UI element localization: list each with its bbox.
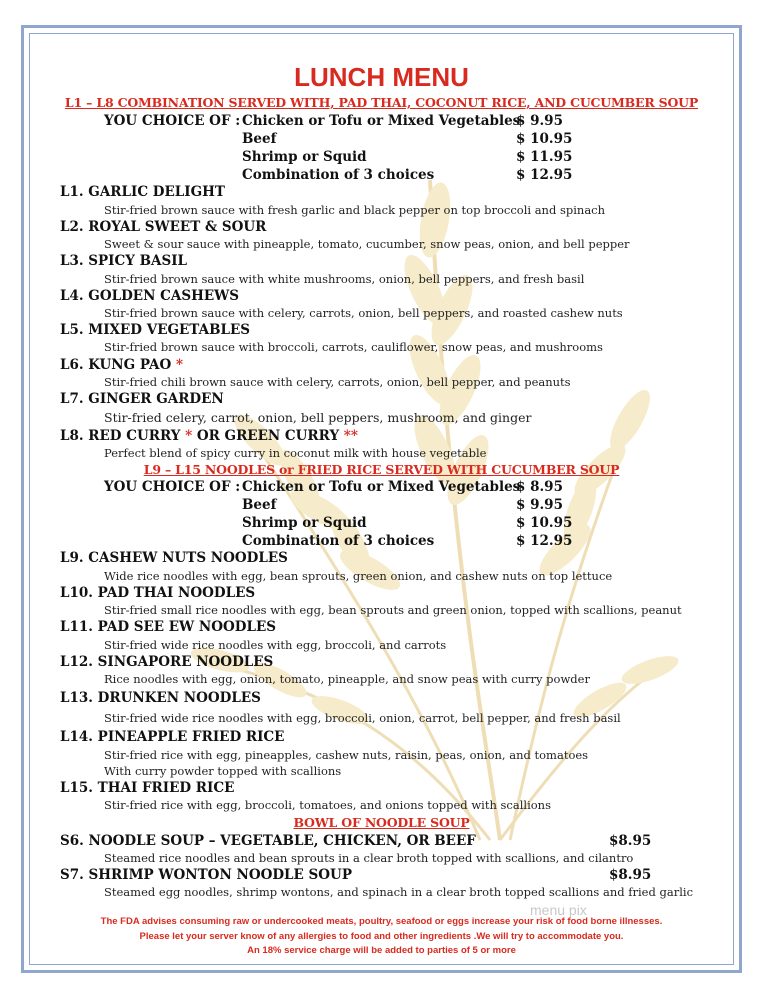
choice-name: Chicken or Tofu or Mixed Vegetables xyxy=(242,113,521,129)
menu-item-name: L9. CASHEW NUTS NOODLES xyxy=(60,550,288,566)
menu-item-name: L14. PINEAPPLE FRIED RICE xyxy=(60,729,285,745)
item-name-text: L6. KUNG PAO xyxy=(60,357,172,373)
menu-item-desc: Steamed rice noodles and bean sprouts in a clear broth topped with scallions, and cilantro xyxy=(104,851,634,865)
item-name-text-2: OR GREEN CURRY xyxy=(196,428,340,444)
menu-item-desc: Rice noodles with egg, onion, tomato, pineapple, and snow peas with curry powder xyxy=(104,672,590,686)
choice-price: $ 10.95 xyxy=(516,131,573,147)
menu-item-desc: Stir-fried wide rice noodles with egg, broccoli, onion, carrot, bell pepper, and fresh basil xyxy=(104,711,621,725)
menu-item-desc: Steamed egg noodles, shrimp wontons, and spinach in a clear broth topped scallions and fried garlic xyxy=(104,885,694,899)
service-charge-notice: An 18% service charge will be added to parties of 5 or more xyxy=(247,945,516,956)
choice-price: $ 12.95 xyxy=(516,167,573,183)
menu-item-desc: Stir-fried brown sauce with fresh garlic and black pepper on top broccoli and spinach xyxy=(104,203,606,217)
menu-item-name: L12. SINGAPORE NOODLES xyxy=(60,654,274,670)
choice-name: Combination of 3 choices xyxy=(242,167,435,183)
choice-price: $ 12.95 xyxy=(516,533,573,549)
menu-item-desc: Stir-fried brown sauce with white mushrooms, onion, bell peppers, and fresh basil xyxy=(104,272,585,286)
choice-name: Chicken or Tofu or Mixed Vegetables xyxy=(242,479,521,495)
menu-item-name: L3. SPICY BASIL xyxy=(60,253,188,269)
menu-item-name: L15. THAI FRIED RICE xyxy=(60,780,235,796)
menu-item-desc: Stir-fried small rice noodles with egg, bean sprouts and green onion, topped with scallions, peanut xyxy=(104,603,682,617)
menu-item-name: L10. PAD THAI NOODLES xyxy=(60,585,256,601)
section2-choice-label: YOU CHOICE OF : xyxy=(104,479,241,495)
fda-notice: The FDA advises consuming raw or undercooked meats, poultry, seafood or eggs increase your risk of food borne illnesses. xyxy=(100,916,663,927)
menu-item-name: L11. PAD SEE EW NOODLES xyxy=(60,619,277,635)
menu-item-price: $8.95 xyxy=(609,867,652,883)
menu-item-desc: Sweet & sour sauce with pineapple, tomato, cucumber, snow peas, onion, and bell pepper xyxy=(104,237,630,251)
choice-name: Beef xyxy=(242,131,277,147)
menu-item-name: S7. SHRIMP WONTON NOODLE SOUP xyxy=(60,867,352,883)
section1-heading: L1 – L8 COMBINATION SERVED WITH, PAD THAI, COCONUT RICE, AND CUCUMBER SOUP xyxy=(64,95,699,110)
menu-item-price: $8.95 xyxy=(609,833,652,849)
menu-item-name: L5. MIXED VEGETABLES xyxy=(60,322,251,338)
menu-item-desc: Stir-fried chili brown sauce with celery, carrots, onion, bell pepper, and peanuts xyxy=(104,375,571,389)
menu-title: LUNCH MENU xyxy=(294,62,469,92)
menu-item-desc: Stir-fried brown sauce with broccoli, carrots, cauliflower, snow peas, and mushrooms xyxy=(104,340,603,354)
choice-price: $ 11.95 xyxy=(516,149,573,165)
menu-item-desc: Stir-fried rice with egg, pineapples, cashew nuts, raisin, peas, onion, and tomatoes xyxy=(104,748,589,762)
choice-name: Shrimp or Squid xyxy=(242,515,367,531)
menu-item-name: L2. ROYAL SWEET & SOUR xyxy=(60,219,267,235)
choice-price: $ 9.95 xyxy=(516,497,563,513)
allergy-notice: Please let your server know of any allergies to food and other ingredients .We will try to accommodate you. xyxy=(139,931,624,942)
section2-heading: L9 – L15 NOODLES or FRIED RICE SERVED WITH CUCUMBER SOUP xyxy=(143,462,620,477)
menu-item-name: L4. GOLDEN CASHEWS xyxy=(60,288,240,304)
menu-item-name: S6. NOODLE SOUP – VEGETABLE, CHICKEN, OR BEEF xyxy=(60,833,476,849)
menu-item-desc: Stir-fried rice with egg, broccoli, tomatoes, and onions topped with scallions xyxy=(104,798,551,812)
choice-price: $ 9.95 xyxy=(516,113,563,129)
section3-heading: BOWL OF NOODLE SOUP xyxy=(293,815,470,830)
choice-name: Beef xyxy=(242,497,277,513)
menu-item-desc-2: With curry powder topped with scallions xyxy=(104,764,342,778)
menu-item-desc: Stir-fried wide rice noodles with egg, broccoli, and carrots xyxy=(104,638,447,652)
menu-item-name xyxy=(60,428,358,444)
item-name-text: L8. RED CURRY xyxy=(60,428,181,444)
menu-item-desc: Stir-fried brown sauce with celery, carrots, onion, bell peppers, and roasted cashew nuts xyxy=(104,306,623,320)
spicy-marker-2: ** xyxy=(343,428,358,444)
menu-item-desc: Perfect blend of spicy curry in coconut milk with house vegetable xyxy=(104,446,487,460)
choice-name: Shrimp or Squid xyxy=(242,149,367,165)
menu-item-name: L7. GINGER GARDEN xyxy=(60,391,224,407)
spicy-marker: * xyxy=(176,357,184,373)
spicy-marker: * xyxy=(185,428,193,444)
menu-item-name: L1. GARLIC DELIGHT xyxy=(60,184,225,200)
watermark-logo: menu pix xyxy=(530,902,587,918)
section1-choice-label: YOU CHOICE OF : xyxy=(104,113,241,129)
menu-item-desc: Stir-fried celery, carrot, onion, bell peppers, mushroom, and ginger xyxy=(104,410,532,425)
choice-price: $ 8.95 xyxy=(516,479,563,495)
menu-item-name xyxy=(60,357,183,373)
choice-price: $ 10.95 xyxy=(516,515,573,531)
choice-name: Combination of 3 choices xyxy=(242,533,435,549)
menu-item-name: L13. DRUNKEN NOODLES xyxy=(60,690,261,706)
menu-item-desc: Wide rice noodles with egg, bean sprouts, green onion, and cashew nuts on top lettuce xyxy=(104,569,613,583)
